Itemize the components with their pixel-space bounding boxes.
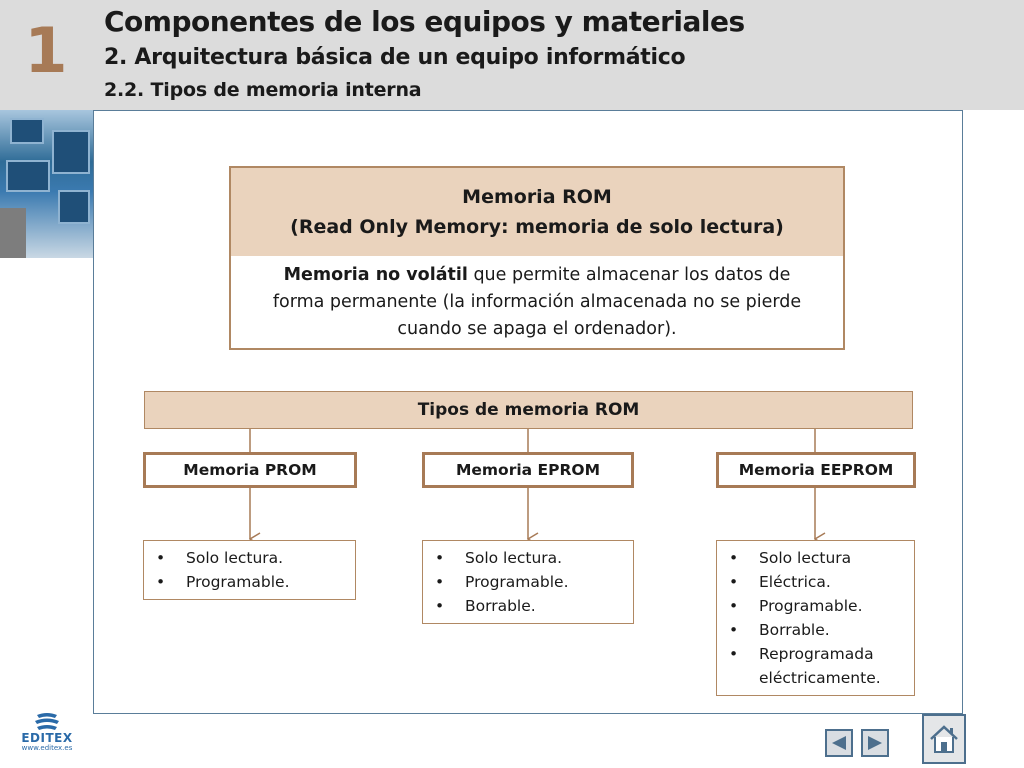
list-item: • Solo lectura. xyxy=(431,546,625,570)
section-title: 2.2. Tipos de memoria interna xyxy=(104,79,422,101)
rom-description-bold: Memoria no volátil xyxy=(283,265,468,285)
rom-title: Memoria ROM xyxy=(462,186,612,208)
chapter-number: 1 xyxy=(24,13,68,87)
rom-header-box xyxy=(229,166,845,258)
chip-decoration xyxy=(10,118,44,144)
rom-expansion: (Read Only Memory: memoria de solo lectura) xyxy=(290,216,784,238)
type-label-prom: Memoria PROM xyxy=(143,452,357,488)
logo-url: www.editex.es xyxy=(21,744,73,752)
chip-decoration xyxy=(6,160,50,192)
list-item: • Programable. xyxy=(152,570,347,594)
rom-types-heading: Tipos de memoria ROM xyxy=(144,391,913,429)
home-button[interactable] xyxy=(922,714,966,764)
decorative-circuit-image xyxy=(0,110,94,258)
page-subtitle: 2. Arquitectura básica de un equipo informático xyxy=(104,45,686,70)
chip-decoration xyxy=(52,130,90,174)
feature-list-eeprom xyxy=(716,540,915,696)
previous-slide-button[interactable] xyxy=(825,729,853,757)
rom-description-rest: que permite almacenar los datos de forma permanente (la información almacenada no se pierde cuando se apaga el ordenador). xyxy=(272,265,802,339)
list-item: • Solo lectura xyxy=(725,546,906,570)
list-item: • Eléctrica. xyxy=(725,570,906,594)
home-icon xyxy=(927,722,961,756)
type-label-eprom: Memoria EPROM xyxy=(422,452,634,488)
triangle-right-icon xyxy=(865,734,885,752)
type-label-eeprom: Memoria EEPROM xyxy=(716,452,916,488)
list-item: • Programable. xyxy=(725,594,906,618)
list-item: • Borrable. xyxy=(725,618,906,642)
editex-logo xyxy=(14,712,80,762)
editex-logo-mark xyxy=(33,712,61,730)
list-item: • Reprogramada eléctricamente. xyxy=(725,642,906,690)
list-item: • Programable. xyxy=(431,570,625,594)
triangle-left-icon xyxy=(829,734,849,752)
list-item: • Borrable. xyxy=(431,594,625,618)
chip-decoration xyxy=(58,190,90,224)
feature-list-prom xyxy=(143,540,356,600)
rom-description-box xyxy=(229,256,845,350)
page-title: Componentes de los equipos y materiales xyxy=(104,5,745,38)
logo-text: EDITEX xyxy=(21,731,73,745)
next-slide-button[interactable] xyxy=(861,729,889,757)
gray-decoration xyxy=(0,208,26,258)
rom-description xyxy=(273,265,801,339)
list-item: • Solo lectura. xyxy=(152,546,347,570)
feature-list-eprom xyxy=(422,540,634,624)
